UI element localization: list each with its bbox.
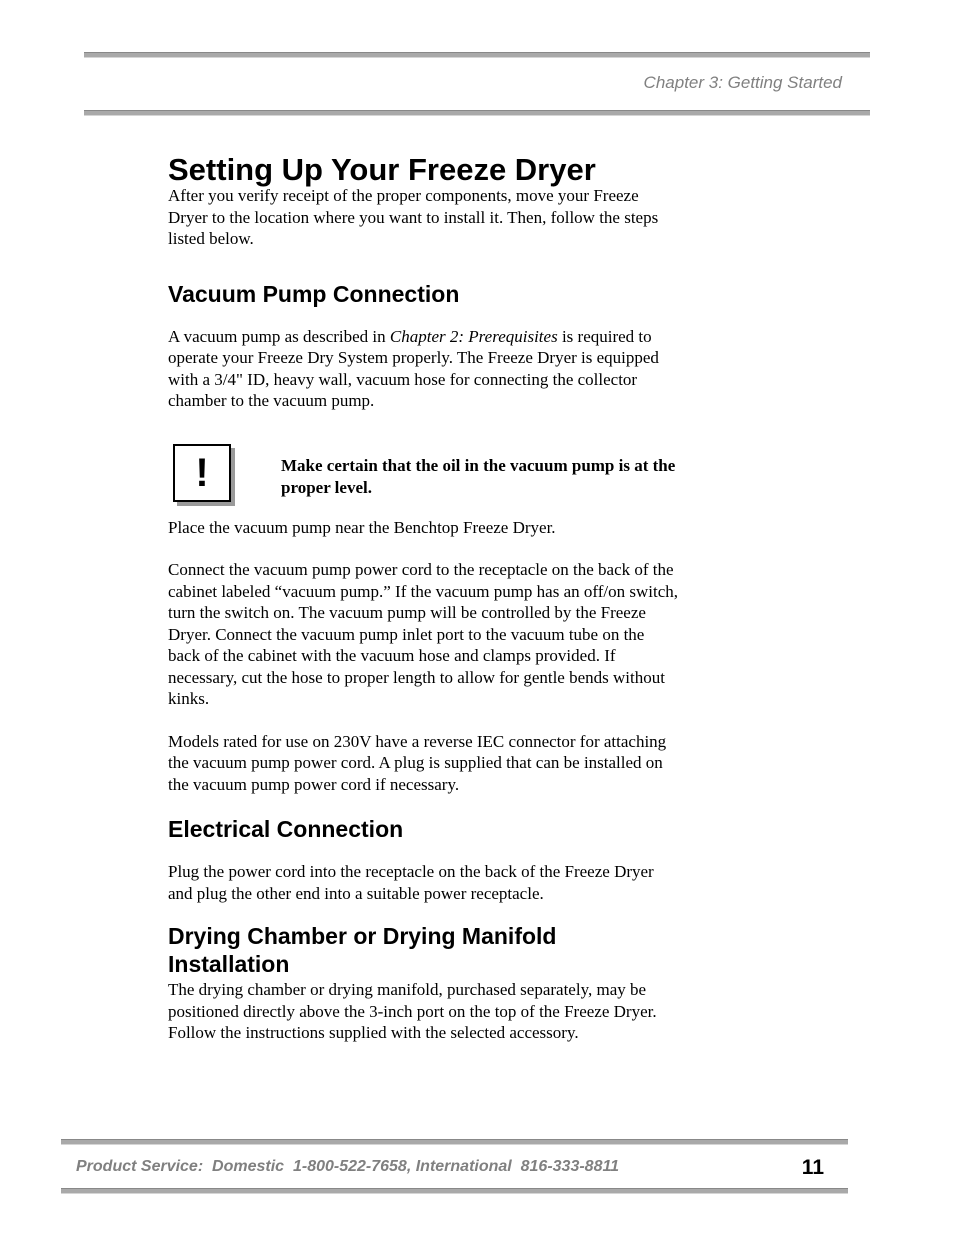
vacuum-paragraph-2: Place the vacuum pump near the Benchtop Freeze Dryer. xyxy=(168,517,556,537)
footer-rule-top xyxy=(61,1139,848,1145)
header-rule-top xyxy=(84,52,870,58)
drying-paragraph: The drying chamber or drying manifold, purchased separately, may be positioned directly above the 3-inch port on the top of the Freeze Dryer. Follow the instructions supplied with the selected accessory. xyxy=(168,980,657,1042)
vacuum-heading: Vacuum Pump Connection xyxy=(168,280,460,307)
electrical-heading: Electrical Connection xyxy=(168,816,404,842)
vacuum-paragraph-4: Models rated for use on 230V have a reverse IEC connector for attaching the vacuum pump power cord. A plug is supplied that can be installed on the vacuum pump power cord if necessary. xyxy=(168,731,667,794)
vacuum-paragraph-3: Connect the vacuum pump power cord to the receptacle on the back of the cabinet labeled “vacuum pump.” If the vacuum pump has an off/on switch, turn the switch on. The vacuum pump will be controlled by the Freeze Dryer. Connect the vacuum pump inlet port to the vacuum tube on the back of the cabinet with the vacuum hose and clamps provided. If necessary, cut the hose to proper length to allow for gentle bends without kinks. xyxy=(168,560,678,708)
caution-notice xyxy=(168,444,678,502)
vacuum-p1-before: A vacuum pump as described in xyxy=(168,326,390,346)
page-number: 11 xyxy=(801,1156,824,1179)
intro-paragraph: After you verify receipt of the proper components, move your Freeze Dryer to the location where you want to install it. Then, follow the steps listed below. xyxy=(168,186,659,248)
electrical-paragraph: Plug the power cord into the receptacle on the back of the Freeze Dryer and plug the other end into a suitable power receptacle. xyxy=(168,862,654,903)
running-head: Chapter 3: Getting Started xyxy=(643,73,842,92)
exclamation-icon: ! xyxy=(173,444,231,502)
product-service-info: Product Service: Domestic 1-800-522-7658, International 816-333-8811 xyxy=(76,1158,620,1175)
vacuum-paragraph-1 xyxy=(168,326,678,412)
page-title: Setting Up Your Freeze Dryer xyxy=(168,152,596,187)
caution-text: Make certain that the oil in the vacuum pump is at the proper level. xyxy=(281,455,676,497)
header-rule-bottom xyxy=(84,110,870,116)
page-content xyxy=(168,150,678,1044)
vacuum-p1-after: is required to operate your Freeze Dry System properly. The Freeze Dryer is equipped with a 3/4" ID, heavy wall, vacuum hose for connecting the collector chamber to the vacuum pump. xyxy=(168,326,659,410)
footer-rule-bottom xyxy=(61,1188,848,1194)
prerequisites-reference: Chapter 2: Prerequisites xyxy=(389,326,558,346)
drying-heading: Drying Chamber or Drying Manifold Installation xyxy=(168,923,557,977)
